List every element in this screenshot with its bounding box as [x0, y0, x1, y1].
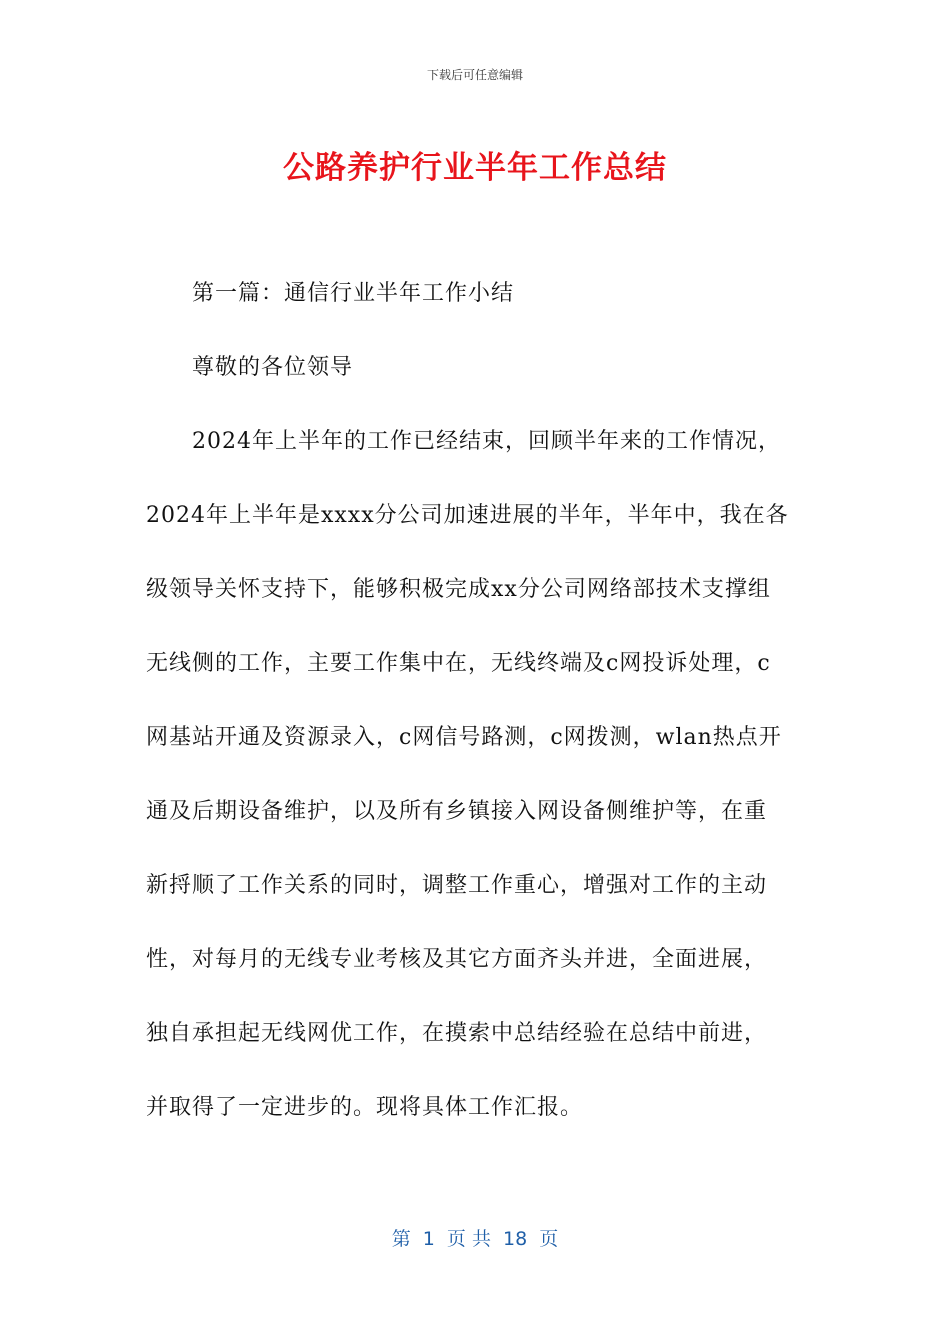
paragraph-line: 并取得了一定进步的。现将具体工作汇报。 [146, 1095, 584, 1120]
paragraph-line: 网基站开通及资源录入，c网信号路测，c网拨测，wlan热点开 [146, 725, 782, 750]
salutation: 尊敬的各位领导 [192, 355, 354, 380]
paragraph-line: 新捋顺了工作关系的同时，调整工作重心，增强对工作的主动 [146, 873, 768, 898]
document-body [146, 274, 806, 1162]
document-title: 公路养护行业半年工作总结 [283, 150, 667, 186]
paragraph-line: 2024年上半年是xxxx分公司加速进展的半年，半年中，我在各 [146, 503, 789, 528]
paragraph-line: 独自承担起无线网优工作，在摸索中总结经验在总结中前进， [146, 1021, 768, 1046]
paragraph-line: 性，对每月的无线专业考核及其它方面齐头并进，全面进展， [146, 947, 768, 972]
paragraph-line: 2024年上半年的工作已经结束，回顾半年来的工作情况， [192, 429, 781, 454]
header-note: 下载后可任意编辑 [426, 68, 523, 82]
paragraph-line: 无线侧的工作，主要工作集中在，无线终端及c网投诉处理，c [146, 651, 771, 676]
paragraph-line: 级领导关怀支持下，能够积极完成xx分公司网络部技术支撑组 [146, 577, 771, 602]
paragraph-line: 通及后期设备维护，以及所有乡镇接入网设备侧维护等，在重 [146, 799, 768, 824]
page-number-footer: 第 1 页 共 18 页 [391, 1228, 559, 1250]
section-heading: 第一篇：通信行业半年工作小结 [192, 281, 515, 306]
